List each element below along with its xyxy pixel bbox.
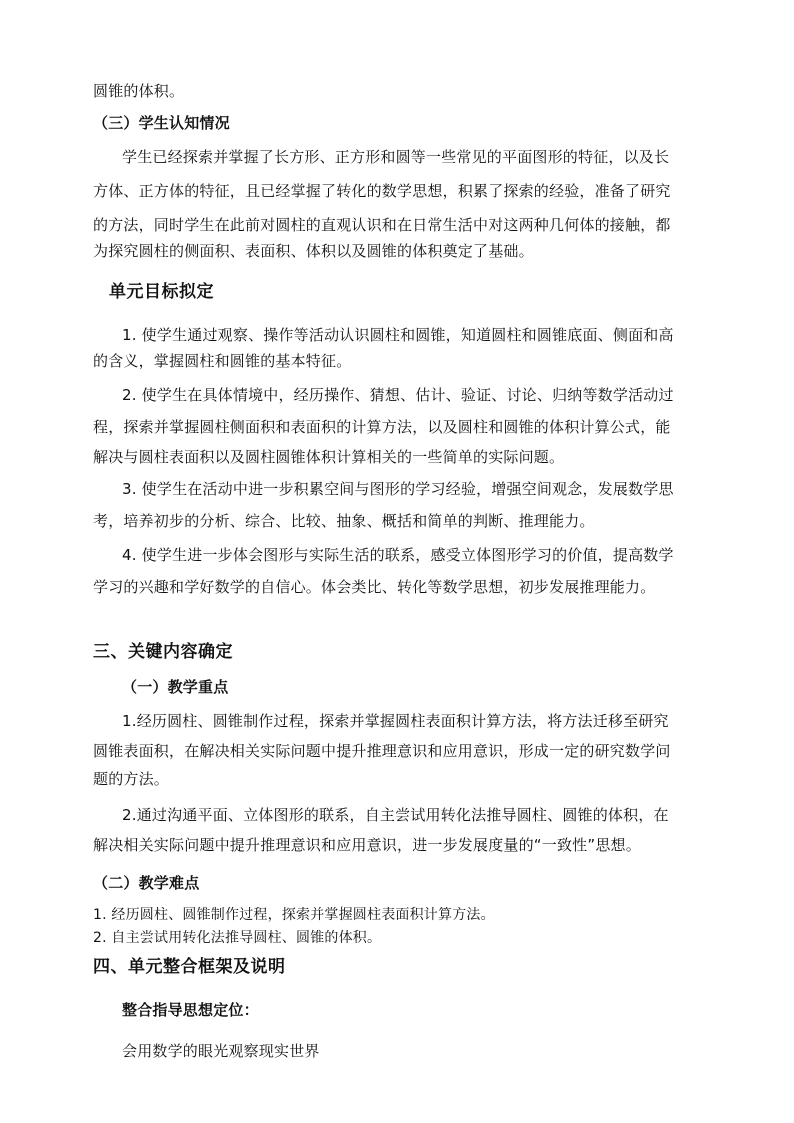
section-heading: （二）教学难点: [93, 874, 200, 892]
paragraph-line: 3. 使学生在活动中进一步积累空间与图形的学习经验，增强空间观念，发展数学思: [122, 480, 674, 498]
paragraph-line: 学习的兴趣和学好数学的自信心。体会类比、转化等数学思想，初步发展推理能力。: [93, 578, 656, 596]
paragraph-line: 2.通过沟通平面、立体图形的联系，自主尝试用转化法推导圆柱、圆锥的体积，在: [122, 806, 669, 824]
paragraph-line: 会用数学的眼光观察现实世界: [122, 1042, 320, 1060]
paragraph-line: 解决与圆柱表面积以及圆柱圆锥体积计算相关的一些简单的实际问题。: [93, 448, 565, 466]
list-item: 2. 自主尝试用转化法推导圆柱、圆锥的体积。: [93, 930, 382, 946]
paragraph-line: 圆锥表面积，在解决相关实际问题中提升推理意识和应用意识，形成一定的研究数学问: [93, 742, 671, 760]
paragraph-line: 考，培养初步的分析、综合、比较、抽象、概括和简单的判断、推理能力。: [93, 512, 595, 530]
paragraph-line: 1. 使学生通过观察、操作等活动认识圆柱和圆锥，知道圆柱和圆锥底面、侧面和高: [122, 326, 674, 344]
paragraph-line: 的含义，掌握圆柱和圆锥的基本特征。: [93, 352, 352, 370]
section-heading: （一）教学重点: [122, 678, 229, 696]
section-heading: 整合指导思想定位：: [122, 1001, 259, 1019]
list-item: 1. 经历圆柱、圆锥制作过程，探索并掌握圆柱表面积计算方法。: [93, 907, 495, 923]
paragraph-line: 1.经历圆柱、圆锥制作过程，探索并掌握圆柱表面积计算方法，将方法迁移至研究: [122, 712, 669, 730]
section-title: 三、关键内容确定: [93, 642, 233, 662]
paragraph-line: 圆锥的体积。: [93, 82, 185, 100]
section-heading: （三）学生认知情况: [93, 114, 230, 132]
paragraph-line: 为探究圆柱的侧面积、表面积、体积以及圆锥的体积奠定了基础。: [93, 242, 534, 260]
paragraph-line: 2. 使学生在具体情境中，经历操作、猜想、估计、验证、讨论、归纳等数学活动过: [122, 386, 674, 404]
paragraph-line: 题的方法。: [93, 770, 170, 788]
section-title: 单元目标拟定: [109, 282, 214, 302]
paragraph-line: 的方法，同时学生在此前对圆柱的直观认识和在日常生活中对这两种几何体的接触，都: [93, 216, 671, 234]
paragraph-line: 方体、正方体的特征，且已经掌握了转化的数学思想，积累了探索的经验，准备了研究: [93, 182, 671, 200]
paragraph-line: 程，探索并掌握圆柱侧面积和表面积的计算方法，以及圆柱和圆锥的体积计算公式，能: [93, 418, 671, 436]
paragraph-line: 解决相关实际问题中提升推理意识和应用意识，进一步发展度量的“一致性”思想。: [93, 836, 641, 854]
paragraph-line: 学生已经探索并掌握了长方形、正方形和圆等一些常见的平面图形的特征，以及长: [122, 148, 670, 166]
section-title: 四、单元整合框架及说明: [93, 957, 286, 977]
paragraph-line: 4. 使学生进一步体会图形与实际生活的联系，感受立体图形学习的价值，提高数学: [122, 546, 674, 564]
